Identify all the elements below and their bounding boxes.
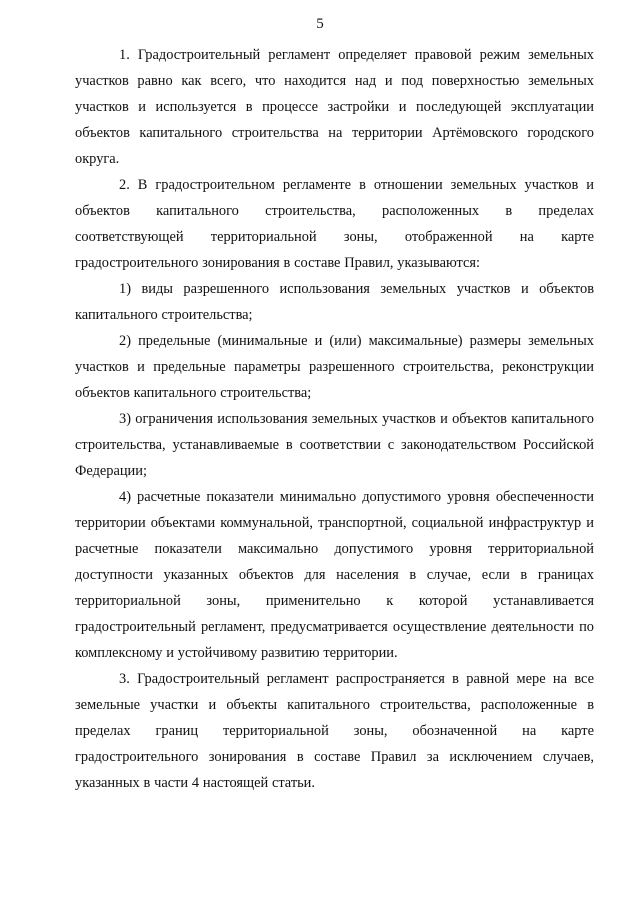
paragraph-2: 2. В градостроительном регламенте в отношении земельных участков и объектов капитального строительства, расположенных в пределах соответствующей территориальной зоны, отображенной на карте градостроительного зонирования в составе Правил, указываются: (75, 177, 594, 271)
paragraph-3: 3. Градостроительный регламент распространяется в равной мере на все земельные участки и объекты капитального строительства, расположенные в пределах границ территориальной зоны, обозначенной на карте градостроительного зонирования в составе Правил за исключением случаев, указанных в части 4 настоящей статьи. (75, 671, 594, 791)
page-number: 5 (316, 16, 324, 32)
document-body (75, 42, 594, 796)
paragraph-1: 1. Градостроительный регламент определяет правовой режим земельных участков равно как всего, что находится над и под поверхностью земельных участков и используется в процессе застройки и последующей эксплуатации объектов капитального строительства на территории Артёмовского городского округа. (75, 47, 594, 167)
list-item-4: 4) расчетные показатели минимально допустимого уровня обеспеченности территории объектами коммунальной, транспортной, социальной инфраструктур и расчетные показатели максимально допустимого уровня территориальной доступности указанных объектов для населения в случае, если в границах территориальной зоны, применительно к которой устанавливается градостроительный регламент, предусматривается осуществление деятельности по комплексному и устойчивому развитию территории. (75, 489, 594, 661)
list-item-1: 1) виды разрешенного использования земельных участков и объектов капитального строительства; (75, 281, 594, 323)
list-item-2: 2) предельные (минимальные и (или) максимальные) размеры земельных участков и предельные параметры разрешенного строительства, реконструкции объектов капитального строительства; (75, 333, 594, 401)
list-item-3: 3) ограничения использования земельных участков и объектов капитального строительства, устанавливаемые в соответствии с законодательством Российской Федерации; (75, 411, 594, 479)
